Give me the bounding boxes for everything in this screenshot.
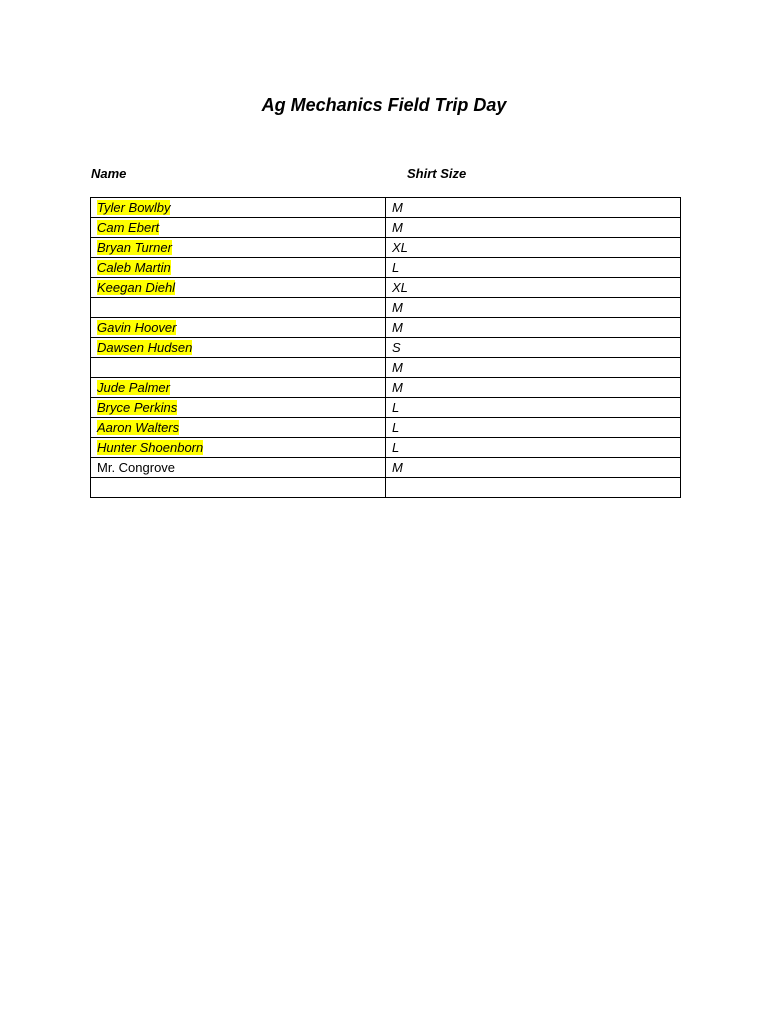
- shirt-size-cell: [386, 258, 681, 278]
- name-cell: [91, 238, 386, 258]
- shirt-size-value: M: [392, 320, 403, 335]
- name-cell: [91, 278, 386, 298]
- table-row: [91, 298, 681, 318]
- table-row: [91, 478, 681, 498]
- shirt-size-value: M: [392, 220, 403, 235]
- shirt-size-value: L: [392, 400, 400, 415]
- shirt-size-cell: [386, 278, 681, 298]
- column-header-shirt-size: Shirt Size: [407, 166, 467, 181]
- name-cell: [91, 338, 386, 358]
- student-name: Gavin Hoover: [97, 320, 177, 335]
- roster-table-body: [91, 198, 681, 498]
- shirt-size-value: S: [392, 340, 401, 355]
- shirt-size-value: L: [392, 420, 400, 435]
- name-cell: [91, 198, 386, 218]
- name-cell: [91, 438, 386, 458]
- name-cell: [91, 218, 386, 238]
- name-cell: [91, 318, 386, 338]
- student-name: Keegan Diehl: [97, 280, 176, 295]
- shirt-size-value: L: [392, 260, 400, 275]
- shirt-size-value: M: [392, 300, 403, 315]
- table-row: [91, 358, 681, 378]
- shirt-size-cell: [386, 398, 681, 418]
- shirt-size-cell: [386, 378, 681, 398]
- shirt-size-cell: [386, 318, 681, 338]
- student-name: Bryan Turner: [97, 240, 172, 255]
- name-cell: [91, 418, 386, 438]
- shirt-size-cell: [386, 198, 681, 218]
- student-name: Dawsen Hudsen: [97, 340, 193, 355]
- table-row: [91, 318, 681, 338]
- student-name: Caleb Martin: [97, 260, 171, 275]
- shirt-size-cell: [386, 478, 681, 498]
- name-cell: [91, 358, 386, 378]
- shirt-size-cell: [386, 338, 681, 358]
- table-row: [91, 278, 681, 298]
- column-header-name: Name: [91, 166, 127, 181]
- table-row: [91, 258, 681, 278]
- shirt-size-cell: [386, 238, 681, 258]
- student-name: Tyler Bowlby: [97, 200, 171, 215]
- shirt-size-value: M: [392, 200, 403, 215]
- table-row: [91, 458, 681, 478]
- table-row: [91, 218, 681, 238]
- name-cell: [91, 458, 386, 478]
- student-name: Hunter Shoenborn: [97, 440, 204, 455]
- name-cell: [91, 398, 386, 418]
- student-name: Bryce Perkins: [97, 400, 178, 415]
- name-cell: [91, 378, 386, 398]
- shirt-size-value: XL: [392, 280, 408, 295]
- shirt-size-value: M: [392, 360, 403, 375]
- shirt-size-value: M: [392, 380, 403, 395]
- shirt-size-cell: [386, 438, 681, 458]
- shirt-size-cell: [386, 298, 681, 318]
- table-row: [91, 438, 681, 458]
- shirt-size-cell: [386, 418, 681, 438]
- student-name: Jude Palmer: [97, 380, 170, 395]
- table-row: [91, 338, 681, 358]
- student-name: Mr. Congrove: [97, 460, 176, 475]
- page-title: Ag Mechanics Field Trip Day: [261, 95, 507, 115]
- shirt-size-value: M: [392, 460, 403, 475]
- shirt-size-cell: [386, 218, 681, 238]
- student-name: Aaron Walters: [97, 420, 180, 435]
- name-cell: [91, 258, 386, 278]
- shirt-size-cell: [386, 458, 681, 478]
- shirt-size-cell: [386, 358, 681, 378]
- table-row: [91, 418, 681, 438]
- table-row: [91, 378, 681, 398]
- table-row: [91, 398, 681, 418]
- roster-table: [90, 197, 681, 498]
- shirt-size-value: XL: [392, 240, 408, 255]
- name-cell: [91, 478, 386, 498]
- student-name: Cam Ebert: [97, 220, 160, 235]
- table-row: [91, 198, 681, 218]
- table-row: [91, 238, 681, 258]
- shirt-size-value: L: [392, 440, 400, 455]
- name-cell: [91, 298, 386, 318]
